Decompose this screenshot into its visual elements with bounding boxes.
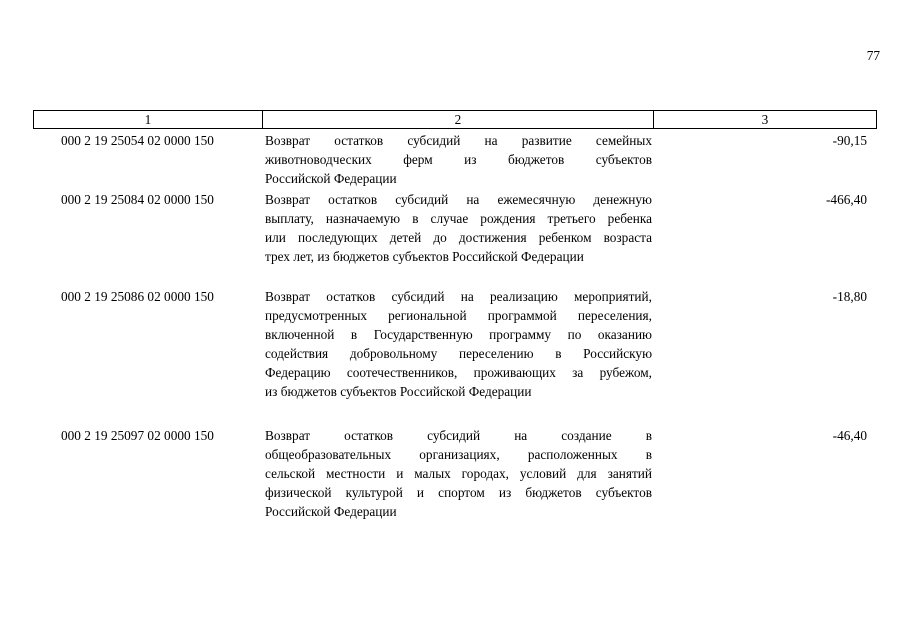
description-line: Возврат остатков субсидий на развитие семейных: [265, 133, 652, 148]
column-header-1: 1: [34, 111, 263, 128]
budget-code: 000 2 19 25086 02 0000 150: [61, 289, 214, 304]
amount: -466,40: [826, 192, 867, 207]
description-line: или последующих детей до достижения ребенком возраста: [265, 230, 652, 245]
column-header-3: 3: [761, 112, 769, 127]
description-line: сельской местности и малых городах, условий для занятий: [265, 466, 652, 481]
description-line: общеобразовательных организациях, расположенных в: [265, 447, 652, 462]
budget-code: 000 2 19 25084 02 0000 150: [61, 192, 214, 207]
row-description: [265, 131, 652, 188]
description-line: Возврат остатков субсидий на ежемесячную денежную: [265, 192, 652, 207]
row-description: [265, 190, 652, 266]
amount: -18,80: [832, 289, 867, 304]
row-description: [265, 287, 652, 401]
amount: -46,40: [832, 428, 867, 443]
amount: -90,15: [832, 133, 867, 148]
description-line: Федерацию соотечественников, проживающих за рубежом,: [265, 365, 652, 380]
description-line: животноводческих ферм из бюджетов субъектов: [265, 152, 652, 167]
table-header: [33, 110, 877, 129]
row-description: [265, 426, 652, 521]
description-line: Российской Федерации: [265, 504, 397, 519]
budget-code: 000 2 19 25097 02 0000 150: [61, 428, 214, 443]
description-line: выплату, назначаемую в случае рождения третьего ребенка: [265, 211, 652, 226]
description-line: содействия добровольному переселению в Российскую: [265, 346, 652, 361]
description-line: предусмотренных региональной программой переселения,: [265, 308, 652, 323]
budget-code: 000 2 19 25054 02 0000 150: [61, 133, 214, 148]
description-line: Возврат остатков субсидий на реализацию мероприятий,: [265, 289, 652, 304]
description-line: физической культурой и спортом из бюджетов субъектов: [265, 485, 652, 500]
description-line: из бюджетов субъектов Российской Федерации: [265, 384, 532, 399]
description-line: трех лет, из бюджетов субъектов Российской Федерации: [265, 249, 584, 264]
description-line: Возврат остатков субсидий на создание в: [265, 428, 652, 443]
column-header-2: 2: [263, 111, 654, 128]
description-line: Российской Федерации: [265, 171, 397, 186]
description-line: включенной в Государственную программу по оказанию: [265, 327, 652, 342]
page-number: 77: [866, 48, 880, 63]
